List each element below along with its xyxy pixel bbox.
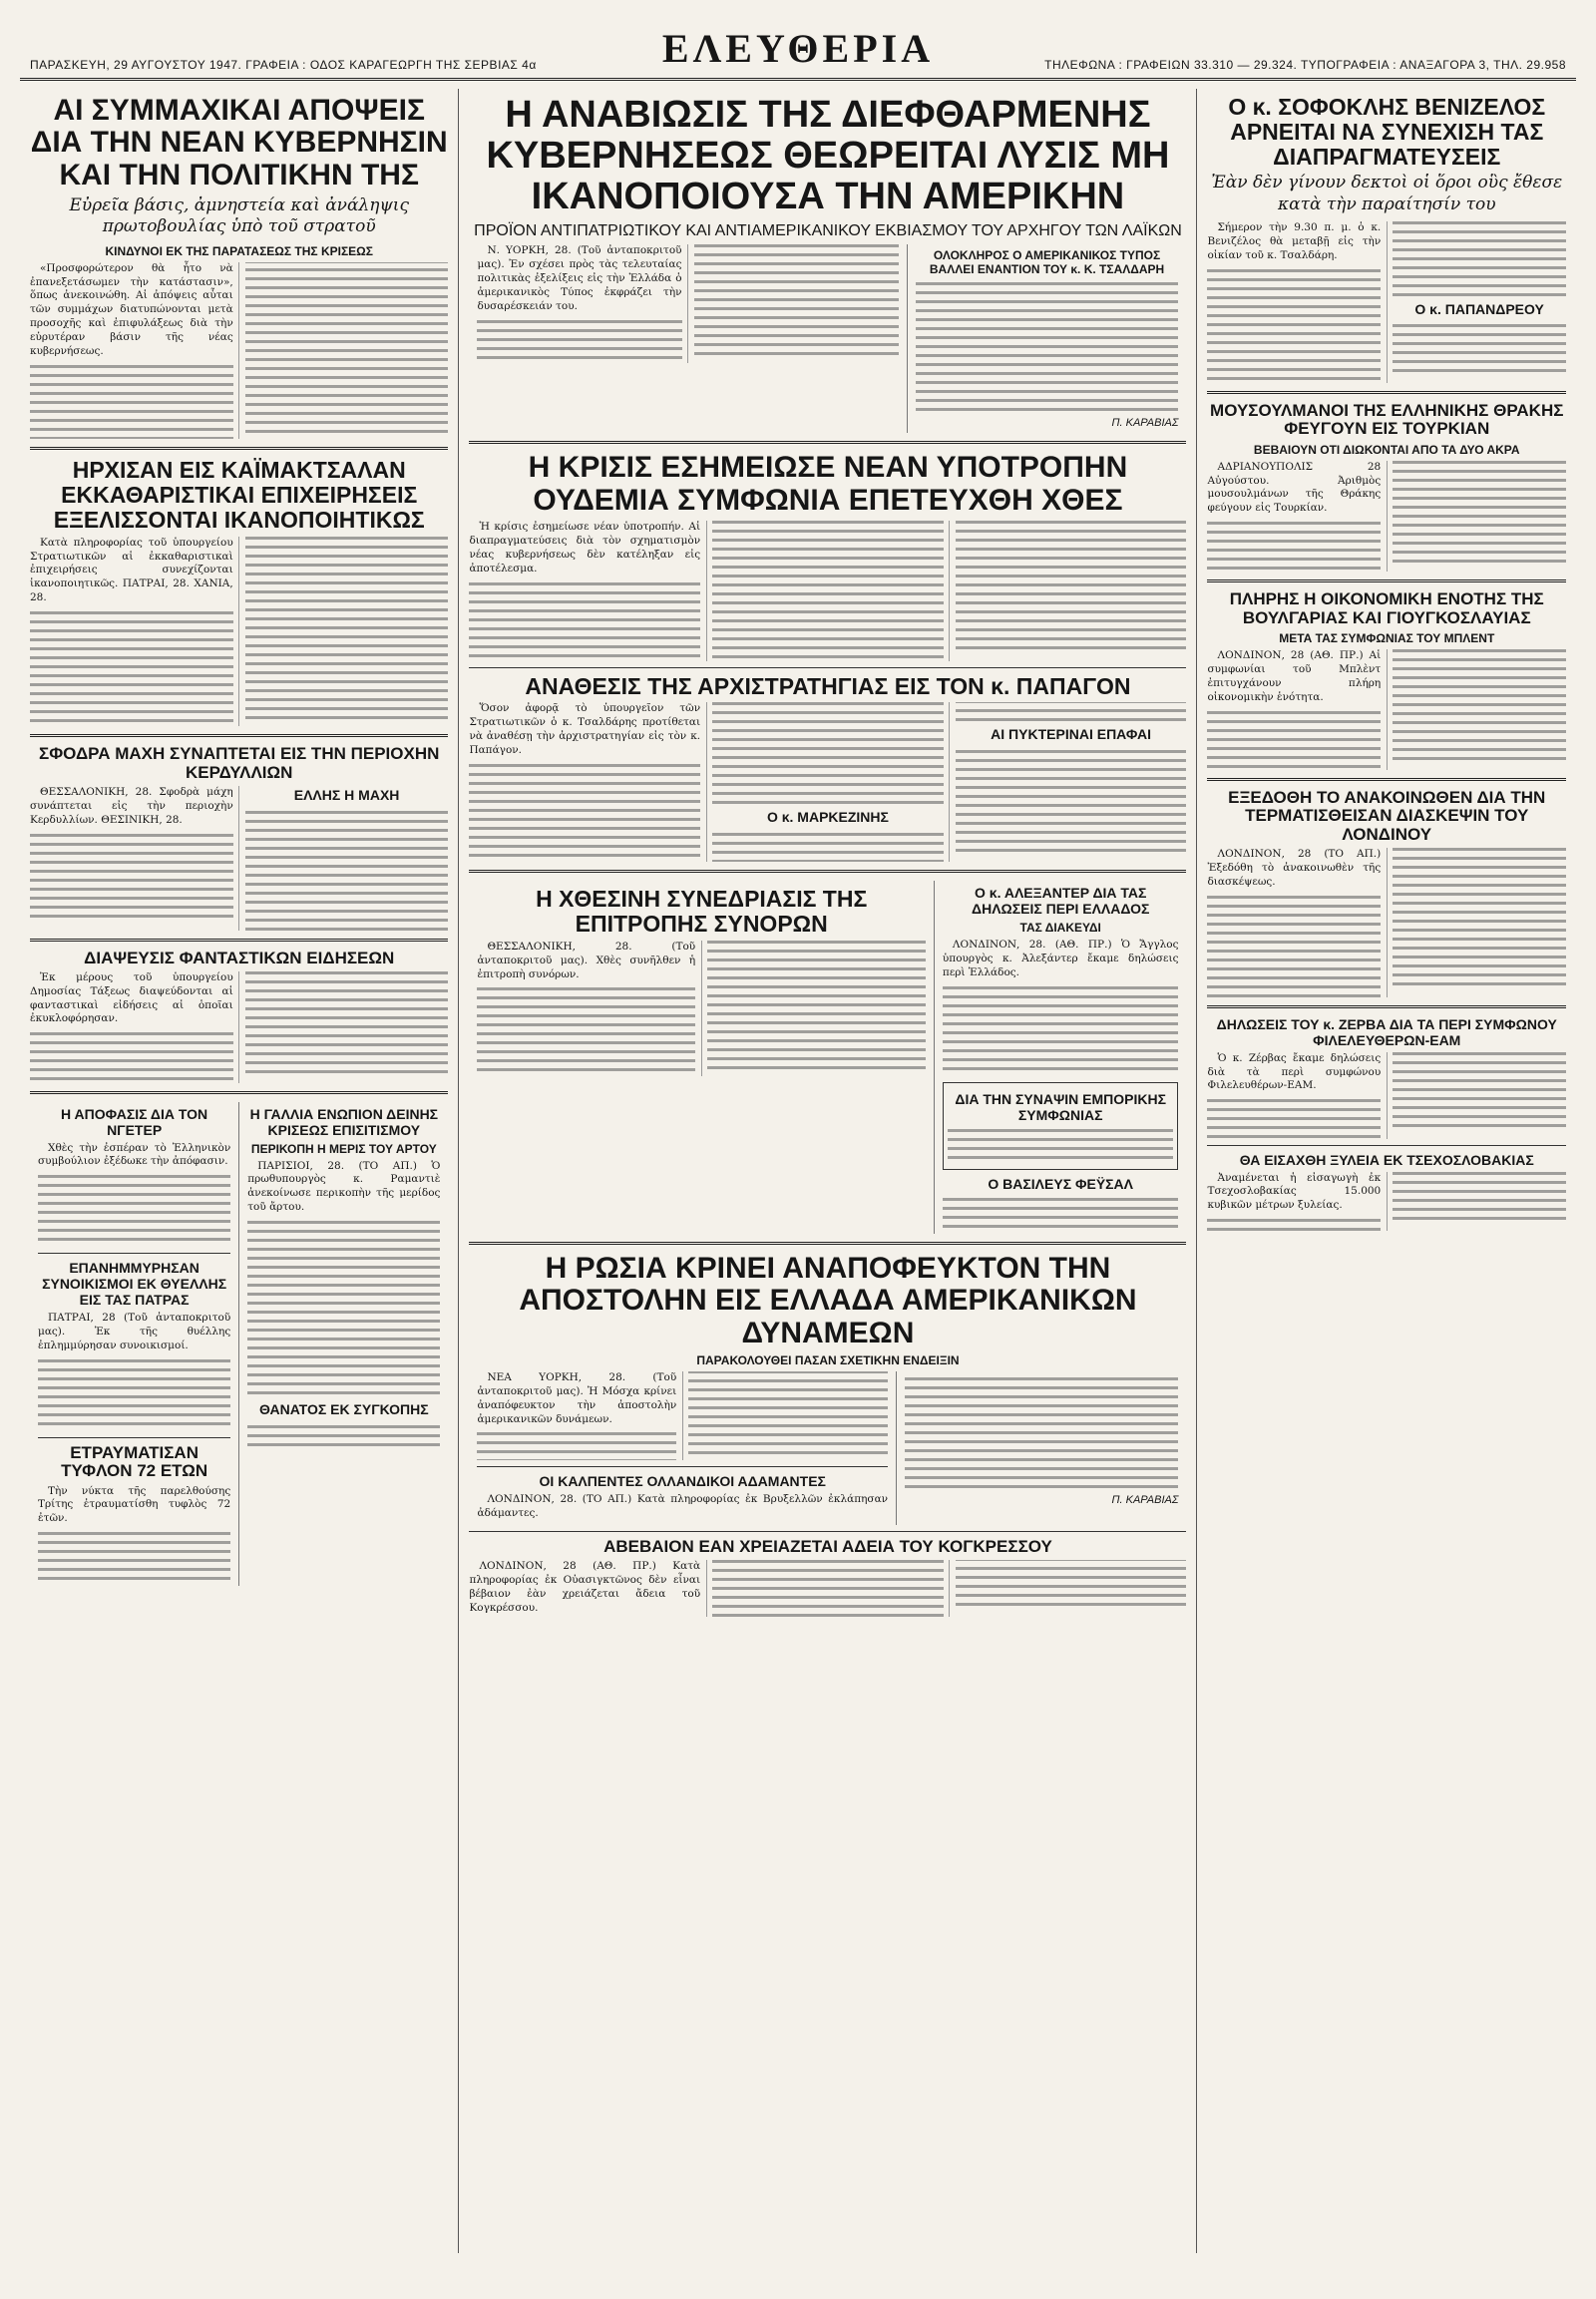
divider — [38, 1253, 230, 1254]
russia-row — [469, 1371, 1186, 1525]
subhead-markezinis: Ο κ. ΜΑΡΚΕΖΙΝΗΣ — [766, 809, 889, 826]
main-side — [908, 244, 1187, 433]
article-text: Ὅσον ἀφορᾷ τὸ ὑπουργεῖον τῶν Στρατιωτικῶν ὁ κ. Τσαλδάρης προτίθεται νὰ ἀναθέσῃ τὴν ἀρχιστρατηγίαν εἰς τὸν κ. Παπάγον. — [469, 702, 701, 756]
main-article-body — [469, 244, 907, 433]
article-text: ΛΟΝΔΙΝΟΝ, 28 (ΑΘ. ΠΡ.) Αἱ συμφωνίαι τοῦ Μπλὲντ ἐπιτυγχάνουν πλήρη οἰκονομικὴν ἑνότητα. — [1207, 649, 1382, 703]
article-main — [477, 244, 898, 363]
article-diamonds — [477, 1493, 888, 1525]
text-block — [1393, 324, 1566, 372]
article-patras — [38, 1312, 230, 1431]
subhead-us-press: ΟΛΟΚΛΗΡΟΣ Ο ΑΜΕΡΙΚΑΝΙΚΟΣ ΤΥΠΟΣ ΒΑΛΛΕΙ ΕΝΑΝΤΙΟΝ ΤΟΥ κ. Κ. ΤΣΑΛΔΑΡΗ — [929, 248, 1165, 277]
headline-crisis-relapse: Η ΚΡΙΣΙΣ ΕΣΗΜΕΙΩΣΕ ΝΕΑΝ ΥΠΟΤΡΟΠΗΝ ΟΥΔΕΜΙΑ ΣΥΜΦΩΝΙΑ ΕΠΕΤΕΥΧΘΗ ΧΘΕΣ — [528, 451, 1128, 517]
trade-agreement-box — [943, 1082, 1179, 1170]
article-france — [247, 1160, 440, 1452]
headline-papagos: ΑΝΑΘΕΣΙΣ ΤΗΣ ΑΡΧΙΣΤΡΑΤΗΓΙΑΣ ΕΙΣ ΤΟΝ κ. ΠΑΠΑΓΟΝ — [525, 672, 1131, 699]
headline-london-conference: ΕΞΕΔΟΘΗ ΤΟ ΑΝΑΚΟΙΝΩΘΕΝ ΔΙΑ ΤΗΝ ΤΕΡΜΑΤΙΣΘΕΙΣΑΝ ΔΙΑΣΚΕΨΙΝ ΤΟΥ ΛΟΝΔΙΝΟΥ — [1228, 787, 1546, 844]
text-block — [943, 986, 1179, 1070]
kicker-persecuted: ΒΕΒΑΙΟΥΝ ΟΤΙ ΔΙΩΚΟΝΤΑΙ ΑΠΟ ΤΑ ΔΥΟ ΑΚΡΑ — [1253, 442, 1520, 457]
divider — [477, 1466, 888, 1467]
article-alexander — [943, 939, 1179, 1076]
headline-faisal: Ο ΒΑΣΙΛΕΥΣ ΦΕΫΣΑΛ — [988, 1175, 1134, 1192]
text-block — [245, 811, 449, 931]
text-block — [38, 1175, 230, 1241]
main-article-row — [469, 244, 1186, 433]
text-block — [38, 1532, 230, 1580]
masthead-phones: ΤΗΛΕΦΩΝΑ : ΓΡΑΦΕΙΩΝ 33.310 — 29.324. ΤΥΠΟΓΡΑΦΕΙΑ : ΑΝΑΞΑΓΟΡΑ 3, ΤΗΛ. 29.958 — [1044, 58, 1566, 72]
left-sub-column — [239, 1102, 448, 1587]
headline-alexander: Ο κ. ΑΛΕΞΑΝΤΕΡ ΔΙΑ ΤΑΣ ΔΗΛΩΣΕΙΣ ΠΕΡΙ ΕΛΛΑΔΟΣ — [972, 885, 1150, 918]
article-allied-views — [30, 262, 448, 440]
article-text: ΠΑΤΡΑΙ, 28 (Τοῦ ἀνταποκριτοῦ μας). Ἐκ τῆς θυέλλης ἐπλημμύρησαν συνοικισμοί. — [38, 1312, 231, 1352]
article-papagos — [469, 702, 1186, 862]
text-block — [712, 1560, 1186, 1616]
article-text: ΛΟΝΔΙΝΟΝ, 28. (ΑΘ. ΠΡ.) Ὁ Ἄγγλος ὑπουργὸς κ. Ἀλεξάντερ ἔκαμε δηλώσεις περὶ Ἑλλάδος. — [942, 939, 1179, 978]
article-text: Ἡ κρίσις ἐσημείωσε νέαν ὑποτροπήν. Αἱ διαπραγματεύσεις διὰ τὸν σχηματισμὸν νέας κυβερνήσεως δὲν κατέληξαν εἰς ἀποτέλεσμα. — [469, 521, 701, 575]
article-crisis — [469, 521, 1186, 660]
masthead-date-address: ΠΑΡΑΣΚΕΥΗ, 29 ΑΥΓΟΥΣΤΟΥ 1947. ΓΡΑΦΕΙΑ : ΟΔΟΣ ΚΑΡΑΓΕΩΡΓΗ ΤΗΣ ΣΕΡΒΙΑΣ 4α — [30, 58, 537, 72]
headline-zervas: ΔΗΛΩΣΕΙΣ ΤΟΥ κ. ΖΕΡΒΑ ΔΙΑ ΤΑ ΠΕΡΙ ΣΥΜΦΩΝΟΥ ΦΙΛΕΛΕΥΘΕΡΩΝ-ΕΑΜ — [1216, 1015, 1557, 1048]
divider — [469, 1242, 1186, 1245]
article-text: Χθὲς τὴν ἐσπέραν τὸ Ἐλληνικὸν συμβούλιον ἐξέδωκε τὴν ἀπόφασιν. — [38, 1141, 231, 1168]
kicker-clarifies: ΤΑΣ ΔΙΑΚΕΥΔΙ — [1019, 921, 1101, 936]
subhead-battle: ΕΛΛΗΣ Η ΜΑΧΗ — [293, 787, 400, 804]
article-kaimaktsalan — [30, 537, 448, 727]
article-russia — [477, 1371, 888, 1460]
border-committee-row — [469, 881, 1186, 1234]
article-text: Ἀναμένεται ἡ εἰσαγωγὴ ἐκ Τσεχοσλοβακίας 15.000 κυβικῶν μέτρων ξυλείας. — [1207, 1171, 1382, 1212]
headline-congress: ΑΒΕΒΑΙΟΝ ΕΑΝ ΧΡΕΙΑΖΕΤΑΙ ΑΔΕΙΑ ΤΟΥ ΚΟΓΚΡΕΣΣΟΥ — [603, 1536, 1052, 1556]
columns — [20, 89, 1576, 2253]
article-text: Ν. ΥΟΡΚΗ, 28. (Τοῦ ἀνταποκριτοῦ μας). Ἐν σχέσει πρὸς τὰς τελευταίας πολιτικὰς ἐξελίξεις εἰς τὴν Ἑλλάδα ὁ ἀμερικανικὸς Τύπος ἐκφράζει τὴν δυσαρέσκειάν του. — [477, 244, 682, 312]
article-text: ΛΟΝΔΙΝΟΝ, 28 (ΤΟ ΑΠ.) Ἐξεδόθη τὸ ἀνακοινωθὲν τῆς διασκέψεως. — [1207, 847, 1382, 888]
text-block — [38, 1359, 230, 1425]
divider — [469, 1531, 1186, 1532]
byline: Π. ΚΑΡΑΒΙΑΣ — [1111, 417, 1179, 430]
text-block — [905, 1377, 1178, 1488]
article-text: Σήμερον τὴν 9.30 π. μ. ὁ κ. Βενιζέλος θὰ μεταβῇ εἰς τὴν οἰκίαν τοῦ κ. Τσαλδάρη. — [1207, 220, 1382, 261]
article-venizelos — [1207, 221, 1566, 383]
headline-main-government: Η ΑΝΑΒΙΩΣΙΣ ΤΗΣ ΔΙΕΦΘΑΡΜΕΝΗΣ ΚΥΒΕΡΝΗΣΕΩΣ ΘΕΩΡΕΙΤΑΙ ΛΥΣΙΣ ΜΗ ΙΚΑΝΟΠΟΙΟΥΣΑ ΤΗΝ ΑΜΕΡΙΚΗΝ — [486, 94, 1170, 218]
masthead — [20, 20, 1576, 81]
divider — [38, 1437, 230, 1438]
headline-decision: Η ΑΠΟΦΑΣΙΣ ΔΙΑ ΤΟΝ ΝΓΕΤΕΡ — [61, 1105, 208, 1138]
headline-denial-news: ΔΙΑΨΕΥΣΙΣ ΦΑΝΤΑΣΤΙΚΩΝ ΕΙΔΗΣΕΩΝ — [84, 948, 395, 967]
alexander-side — [935, 881, 1187, 1234]
article-london-conference — [1207, 848, 1566, 997]
headline-muslims-thrace: ΜΟΥΣΟΥΛΜΑΝΟΙ ΤΗΣ ΕΛΛΗΝΙΚΗΣ ΘΡΑΚΗΣ ΦΕΥΓΟΥΝ ΕΙΣ ΤΟΥΡΚΙΑΝ — [1210, 401, 1564, 439]
kicker-bled: ΜΕΤΑ ΤΑΣ ΣΥΜΦΩΝΙΑΣ ΤΟΥ ΜΠΛΕΝΤ — [1279, 631, 1495, 646]
headline-timber: ΘΑ ΕΙΣΑΧΘΗ ΞΥΛΕΙΑ ΕΚ ΤΣΕΧΟΣΛΟΒΑΚΙΑΣ — [1239, 1151, 1534, 1168]
divider — [469, 870, 1186, 873]
newspaper-title: ΕΛΕΥΘΕΡΙΑ — [661, 26, 935, 71]
headline-russia: Η ΡΩΣΙΑ ΚΡΙΝΕΙ ΑΝΑΠΟΦΕΥΚΤΟΝ ΤΗΝ ΑΠΟΣΤΟΛΗΝ ΕΙΣ ΕΛΛΑΔΑ ΑΜΕΡΙΚΑΝΙΚΩΝ ΔΥΝΑΜΕΩΝ — [519, 1251, 1137, 1349]
article-text: ΛΟΝΔΙΝΟΝ, 28. (ΤΟ ΑΠ.) Κατὰ πληροφορίας ἐκ Βρυξελλῶν ἐκλάπησαν ἀδάμαντες. — [477, 1493, 889, 1519]
article-text: ΘΕΣΣΑΛΟΝΙΚΗ, 28. (Τοῦ ἀνταποκριτοῦ μας). Χθὲς συνῆλθεν ἡ ἐπιτροπὴ συνόρων. — [477, 940, 696, 980]
right-column — [1197, 89, 1576, 2253]
article-denial — [30, 971, 448, 1083]
article-bulgaria — [1207, 649, 1566, 770]
article-text: Ὁ κ. Ζέρβας ἔκαμε δηλώσεις διὰ τὰ περὶ συμφώνου Φιλελευθέρων-ΕΑΜ. — [1207, 1051, 1382, 1092]
article-congress — [469, 1560, 1186, 1616]
article-text: ΛΟΝΔΙΝΟΝ, 28 (ΑΘ. ΠΡ.) Κατὰ πληροφορίας ἐκ Οὐασιγκτῶνος δὲν εἶναι βέβαιον ἐὰν χρειάζεται ἄδεια τοῦ Κογκρέσσου. — [469, 1560, 701, 1614]
russia-side — [897, 1371, 1186, 1525]
divider — [1207, 391, 1566, 394]
center-column — [459, 89, 1197, 2253]
kicker-bread: ΠΕΡΙΚΟΠΗ Η ΜΕΡΙΣ ΤΟΥ ΑΡΤΟΥ — [250, 1141, 437, 1156]
article-text: Κατὰ πληροφορίας τοῦ ὑπουργείου Στρατιωτικῶν αἱ ἐκκαθαριστικαὶ ἐπιχειρήσεις συνεχίζονται ἱκανοποιητικῶς. ΠΑΤΡΑΙ, 28. ΧΑΝΙΑ, 28. — [30, 536, 233, 604]
divider — [1207, 1005, 1566, 1008]
headline-patras-flood: ΕΠΑΝΗΜΜΥΡΗΣΑΝ ΣΥΝΟΙΚΙΣΜΟΙ ΕΚ ΘΥΕΛΛΗΣ ΕΙΣ ΤΑΣ ΠΑΤΡΑΣ — [42, 1260, 227, 1309]
headline-border-committee: Η ΧΘΕΣΙΝΗ ΣΥΝΕΔΡΙΑΣΙΣ ΤΗΣ ΕΠΙΤΡΟΠΗΣ ΣΥΝΟΡΩΝ — [536, 886, 868, 937]
article-text: Ἐκ μέρους τοῦ ὑπουργείου Δημοσίας Τάξεως διαψεύδονται αἱ φανταστικαὶ εἰδήσεις αἱ ὁποῖαι ἐκυκλοφόρησαν. — [30, 970, 233, 1025]
article-text: ΠΑΡΙΣΙΟΙ, 28. (ΤΟ ΑΠ.) Ὁ πρωθυπουργὸς κ. Ραμαντιὲ ἀνεκοίνωσε περικοπὴν τῆς μερίδος τοῦ ἄρτου. — [247, 1159, 441, 1214]
divider — [30, 447, 448, 450]
text-block — [30, 834, 233, 918]
article-text: ΑΔΡΙΑΝΟΥΠΟΛΙΣ 28 Αὐγούστου. Ἀριθμὸς μουσουλμάνων τῆς Θράκης φεύγουν εἰς Τουρκίαν. — [1207, 460, 1382, 515]
russia-article — [469, 1371, 897, 1525]
left-column — [20, 89, 459, 2253]
text-block — [943, 1198, 1179, 1228]
article-zervas — [1207, 1052, 1566, 1139]
divider — [469, 441, 1186, 444]
headline-allied-views: ΑΙ ΣΥΜΜΑΧΙΚΑΙ ΑΠΟΨΕΙΣ ΔΙΑ ΤΗΝ ΝΕΑΝ ΚΥΒΕΡΝΗΣΙΝ ΚΑΙ ΤΗΝ ΠΟΛΙΤΙΚΗΝ ΤΗΣ — [30, 94, 448, 192]
divider — [30, 939, 448, 942]
headline-blind-man: ΕΤΡΑΥΜΑΤΙΣΑΝ ΤΥΦΛΟΝ 72 ΕΤΩΝ — [61, 1442, 208, 1481]
border-committee — [469, 881, 934, 1234]
divider — [1207, 778, 1566, 781]
divider — [30, 1091, 448, 1094]
article-decision — [38, 1142, 230, 1248]
headline-venizelos: Ο κ. ΣΟΦΟΚΛΗΣ ΒΕΝΙΖΕΛΟΣ ΑΡΝΕΙΤΑΙ ΝΑ ΣΥΝΕΧΙΣΗ ΤΑΣ ΔΙΑΠΡΑΓΜΑΤΕΥΣΕΙΣ — [1228, 94, 1546, 170]
headline-diamonds: ΟΙ ΚΑΛΠΕΝΤΕΣ ΟΛΛΑΝΔΙΚΟΙ ΑΔΑΜΑΝΤΕΣ — [539, 1473, 826, 1490]
headline-kerdyllia-battle: ΣΦΟΔΡΑ ΜΑΧΗ ΣΥΝΑΠΤΕΤΑΙ ΕΙΣ ΤΗΝ ΠΕΡΙΟΧΗΝ ΚΕΡΔΥΛΛΙΩΝ — [39, 744, 440, 782]
article-text: «Προσφορώτερον θὰ ἦτο νὰ ἐπανεξετάσωμεν τὴν κατάστασιν», ὅπως ἀνεκοινώθη. Αἱ ἀπόψεις αὗται τῶν συμμάχων διατυπώνονται μετὰ προσοχῆς καὶ ἐπιφυλάξεως διὰ τὴν εὐρυτέραν βάσιν τῆς νέας κυβερνήσεως. — [30, 261, 233, 357]
headline-bulgaria-yugoslavia: ΠΛΗΡΗΣ Η ΟΙΚΟΝΟΜΙΚΗ ΕΝΟΤΗΣ ΤΗΣ ΒΟΥΛΓΑΡΙΑΣ ΚΑΙ ΓΙΟΥΓΚΟΣΛΑΥΙΑΣ — [1229, 589, 1544, 627]
subhead-papandreou: Ο κ. ΠΑΠΑΝΔΡΕΟΥ — [1414, 300, 1544, 317]
article-kerdyllia — [30, 786, 448, 930]
headline-kaimaktsalan: ΗΡΧΙΣΑΝ ΕΙΣ ΚΑΪΜΑΚΤΣΑΛΑΝ ΕΚΚΑΘΑΡΙΣΤΙΚΑΙ ΕΠΙΧΕΙΡΗΣΕΙΣ ΕΞΕΛΙΣΣΟΝΤΑΙ ΙΚΑΝΟΠΟΙΗΤΙΚΩΣ — [53, 457, 425, 533]
article-text: ΘΕΣΣΑΛΟΝΙΚΗ, 28. Σφοδρὰ μάχη συνάπτεται εἰς τὴν περιοχὴν Κερδυλλίων. ΘΕΣΙΝΙΚΗ, 28. — [30, 786, 233, 826]
headline-france-crisis: Η ΓΑΛΛΙΑ ΕΝΩΠΙΟΝ ΔΕΙΝΗΣ ΚΡΙΣΕΩΣ ΕΠΙΣΙΤΙΣΜΟΥ — [249, 1105, 439, 1138]
left-bottom-row — [30, 1102, 448, 1587]
article-timber — [1207, 1172, 1566, 1232]
divider — [469, 667, 1186, 668]
text-block — [956, 750, 1187, 852]
divider — [1207, 1145, 1566, 1146]
byline: Π. ΚΑΡΑΒΙΑΣ — [1111, 1493, 1179, 1506]
article-text: Τὴν νύκτα τῆς παρελθούσης Τρίτης ἐτραυματίσθη τυφλὸς 72 ἐτῶν. — [38, 1484, 231, 1525]
article-border — [477, 941, 925, 1076]
article-text: ΝΕΑ ΥΟΡΚΗ, 28. (Τοῦ ἀνταποκριτοῦ μας). Ἡ Μόσχα κρίνει ἀναπόφευκτον τὴν ἀποστολὴν ἀμερικανικῶν δυνάμεων. — [477, 1370, 677, 1425]
kicker-crisis-dangers: ΚΙΝΔΥΝΟΙ ΕΚ ΤΗΣ ΠΑΡΑΤΑΣΕΩΣ ΤΗΣ ΚΡΙΣΕΩΣ — [105, 243, 373, 258]
deck-venizelos: Ἐὰν δὲν γίνουν δεκτοὶ οἱ ὅροι οὓς ἔθεσε κατὰ τὴν παραίτησίν του — [1211, 173, 1563, 214]
kicker-russia: ΠΑΡΑΚΟΛΟΥΘΕΙ ΠΑΣΑΝ ΣΧΕΤΙΚΗΝ ΕΝΔΕΙΞΙΝ — [696, 1352, 960, 1367]
subhead-main: ΠΡΟΪΟΝ ΑΝΤΙΠΑΤΡΙΩΤΙΚΟΥ ΚΑΙ ΑΝΤΙΑΜΕΡΙΚΑΝΙΚΟΥ ΕΚΒΙΑΣΜΟΥ ΤΟΥ ΑΡΧΗΓΟΥ ΤΩΝ ΛΑΪΚΩΝ — [474, 222, 1182, 240]
subhead-death: ΘΑΝΑΤΟΣ ΕΚ ΣΥΓΚΟΠΗΣ — [259, 1401, 429, 1418]
article-blind-man — [38, 1485, 230, 1587]
text-block — [247, 1425, 440, 1446]
headline-trade: ΔΙΑ ΤΗΝ ΣΥΝΑΨΙΝ ΕΜΠΟΡΙΚΗΣ ΣΥΜΦΩΝΙΑΣ — [955, 1090, 1167, 1123]
newspaper-page — [20, 20, 1576, 2259]
divider — [1207, 579, 1566, 582]
article-muslims — [1207, 461, 1566, 573]
text-block — [247, 1221, 440, 1394]
deck-allied-views: Εὐρεῖα βάσις, ἀμνηστεία καὶ ἀνάληψις πρωτοβουλίας ὑπὸ τοῦ στρατοῦ — [69, 195, 409, 237]
divider — [30, 734, 448, 737]
left-sub-column — [30, 1102, 239, 1587]
text-block — [916, 282, 1179, 411]
subhead-night-contacts: ΑΙ ΠΥΚΤΕΡΙΝΑΙ ΕΠΑΦΑΙ — [991, 726, 1152, 743]
text-block — [948, 1129, 1174, 1159]
